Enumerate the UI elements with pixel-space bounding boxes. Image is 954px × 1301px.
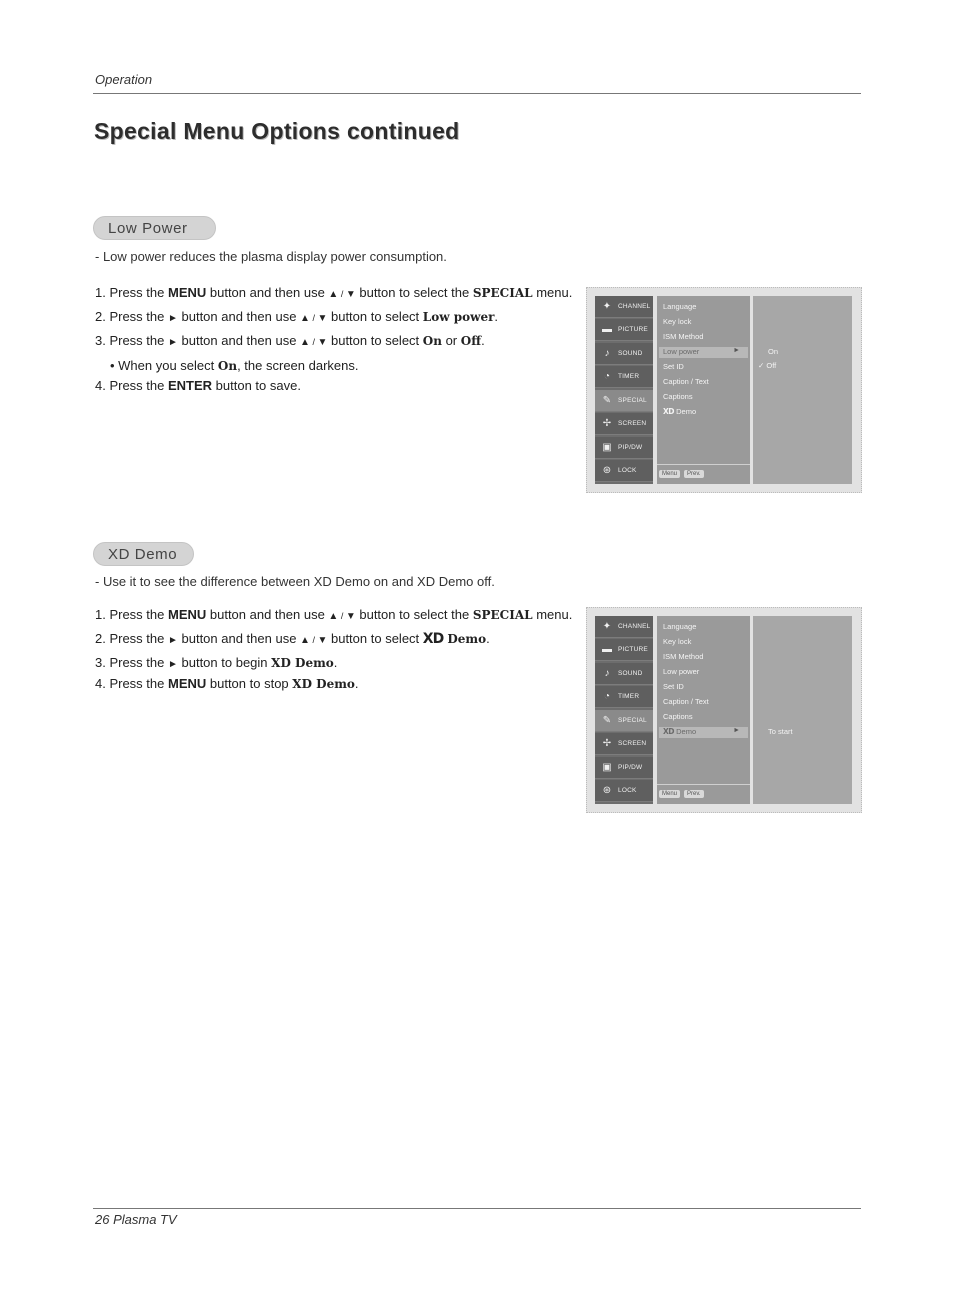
special-icon: ✎ [602,395,612,406]
timer-icon: ◔ [603,691,611,702]
nav-pip[interactable]: ▣ PIP/DW [595,437,653,459]
picture-icon: ▬ [602,324,612,335]
sound-icon: ♪ [604,668,610,679]
xd-logo: XD [663,407,675,416]
low-power-step-3: 3. Press the ► button and then use ▲ / ▼ button to select On or Off. [95,333,485,348]
menu-divider [657,784,750,785]
tv-menu-xd-demo [586,607,862,813]
low-power-submenu [753,296,852,484]
option-ism-method[interactable]: ISM Method [663,652,704,661]
nav-special[interactable]: ✎ SPECIAL [595,710,653,732]
right-arrow-icon: ► [167,313,178,324]
pip-icon: ▣ [602,442,612,453]
up-arrow-icon: ▲ [328,289,339,300]
down-arrow-icon: ▼ [345,611,356,622]
xd-demo-step-2: 2. Press the ► button and then use ▲ / ▼ button to select XD Demo. [95,631,490,647]
option-caption-text[interactable]: Caption / Text [663,697,709,706]
special-options-list [657,616,750,804]
special-icon: ✎ [602,715,612,726]
low-power-heading: Low Power [93,216,216,240]
menu-prev-hint [659,468,704,479]
option-low-power-selected[interactable]: Low power ► [659,347,748,358]
option-language[interactable]: Language [663,622,697,631]
check-icon: ✓ [758,361,765,370]
prev-key: Prev. [684,790,704,798]
sound-icon: ♪ [604,348,610,359]
right-arrow-icon: ► [733,347,740,354]
up-arrow-icon: ▲ [328,611,339,622]
menu-divider [657,464,750,465]
option-captions[interactable]: Captions [663,392,693,401]
nav-special[interactable]: ✎ SPECIAL [595,390,653,412]
right-arrow-icon: ► [167,659,178,670]
nav-screen[interactable]: ✢ SCREEN [595,733,653,755]
pip-icon: ▣ [602,762,612,773]
up-arrow-icon: ▲ [300,635,310,646]
option-low-power[interactable]: Low power [663,667,700,676]
nav-channel[interactable]: ✦ CHANNEL [595,616,653,638]
nav-screen[interactable]: ✢ SCREEN [595,413,653,435]
screen-icon: ✢ [602,418,612,429]
xd-demo-step-3: 3. Press the ► button to begin XD Demo. [95,655,338,670]
option-set-id[interactable]: Set ID [663,682,684,691]
section-label: Operation [95,72,153,87]
nav-sound[interactable]: ♪ SOUND [595,343,653,365]
option-key-lock[interactable]: Key lock [663,637,692,646]
option-xd-demo-selected[interactable]: XD Demo ► [659,727,748,738]
option-xd-demo[interactable]: XD Demo [663,407,697,416]
menu-sidebar [595,296,653,484]
xd-demo-step-4: 4. Press the MENU button to stop XD Demo. [95,676,359,691]
right-arrow-icon: ► [167,337,178,348]
up-arrow-icon: ▲ [300,313,310,324]
up-arrow-icon: ▲ [300,337,310,348]
timer-icon: ◔ [603,371,611,382]
down-arrow-icon: ▼ [317,313,328,324]
menu-key: Menu [659,470,680,478]
submenu-to-start[interactable]: To start [768,727,793,736]
menu-key: Menu [659,790,680,798]
submenu-on[interactable]: On [768,347,779,356]
option-language[interactable]: Language [663,302,697,311]
lock-icon: ⊛ [602,465,612,476]
prev-key: Prev. [684,470,704,478]
xd-demo-intro: - Use it to see the difference between XD Demo on and XD Demo off. [95,574,495,589]
tv-menu-low-power [586,287,862,493]
special-options-list [657,296,750,484]
xd-logo: XD [422,631,444,647]
nav-lock[interactable]: ⊛ LOCK [595,460,653,482]
low-power-step-4: 4. Press the ENTER button to save. [95,378,301,393]
option-ism-method[interactable]: ISM Method [663,332,704,341]
xd-demo-step-1: 1. Press the MENU button and then use ▲ / ▼ button to select the SPECIAL menu. [95,607,573,622]
screen-icon: ✢ [602,738,612,749]
option-set-id[interactable]: Set ID [663,362,684,371]
footer-divider [93,1208,861,1209]
xd-logo: XD [663,727,675,736]
channel-icon: ✦ [602,621,612,632]
nav-picture[interactable]: ▬ PICTURE [595,319,653,341]
channel-icon: ✦ [602,301,612,312]
down-arrow-icon: ▼ [345,289,356,300]
low-power-step-2: 2. Press the ► button and then use ▲ / ▼ button to select Low power. [95,309,499,324]
nav-picture[interactable]: ▬ PICTURE [595,639,653,661]
xd-demo-heading: XD Demo [93,542,194,566]
right-arrow-icon: ► [167,635,178,646]
option-key-lock[interactable]: Key lock [663,317,692,326]
nav-timer[interactable]: ◔ TIMER [595,686,653,708]
page-title: Special Menu Options continued [94,118,460,144]
option-caption-text[interactable]: Caption / Text [663,377,709,386]
nav-sound[interactable]: ♪ SOUND [595,663,653,685]
low-power-intro: - Low power reduces the plasma display power consumption. [95,249,447,264]
lock-icon: ⊛ [602,785,612,796]
xd-demo-submenu [753,616,852,804]
right-arrow-icon: ► [733,727,740,734]
nav-lock[interactable]: ⊛ LOCK [595,780,653,802]
nav-timer[interactable]: ◔ TIMER [595,366,653,388]
low-power-note: • When you select On, the screen darkens. [110,358,359,373]
menu-sidebar [595,616,653,804]
nav-channel[interactable]: ✦ CHANNEL [595,296,653,318]
header-divider [93,93,861,94]
down-arrow-icon: ▼ [317,635,328,646]
down-arrow-icon: ▼ [317,337,328,348]
submenu-off[interactable]: ✓ Off [758,361,777,370]
picture-icon: ▬ [602,644,612,655]
menu-prev-hint [659,788,704,799]
low-power-step-1: 1. Press the MENU button and then use ▲ / ▼ button to select the SPECIAL menu. [95,285,573,300]
option-captions[interactable]: Captions [663,712,693,721]
nav-pip[interactable]: ▣ PIP/DW [595,757,653,779]
page-footer: 26 Plasma TV [95,1212,177,1227]
